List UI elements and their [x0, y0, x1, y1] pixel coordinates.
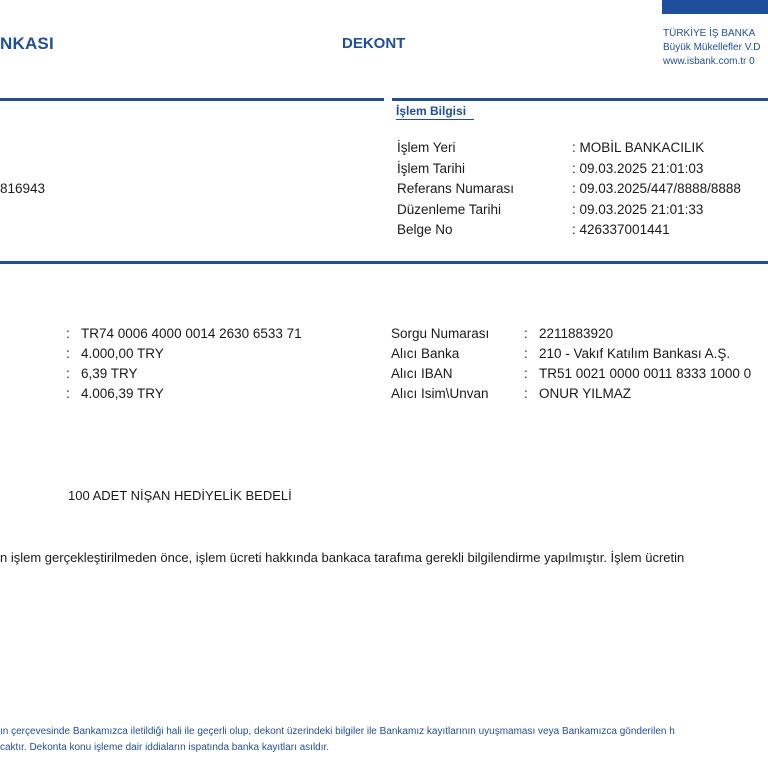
- fee-disclaimer: n işlem gerçekleştirilmeden önce, işlem ücreti hakkında bankaca tarafıma gerekli bilgilendirme yapılmıştır. İşlem ücretin: [0, 550, 685, 565]
- bank-name: NKASI: [0, 34, 54, 53]
- transaction-description: 100 ADET NİŞAN HEDİYELİK BEDELİ: [68, 488, 292, 503]
- label-alici-isim-unvan: Alıcı Isim\Unvan: [391, 386, 489, 401]
- account-number-partial: 816943: [0, 181, 46, 196]
- corporate-name: TÜRKİYE İŞ BANKA: [663, 28, 756, 39]
- label-sorgu-numarasi: Sorgu Numarası: [391, 326, 490, 341]
- label-alici-banka: Alıcı Banka: [391, 346, 460, 361]
- value-total: 4.006,39 TRY: [81, 386, 164, 401]
- header-accent-bar: [662, 0, 768, 14]
- colon: :: [524, 366, 528, 381]
- colon: :: [66, 326, 70, 341]
- value-duzenleme-tarihi: : 09.03.2025 21:01:33: [572, 202, 704, 217]
- colon: :: [524, 386, 528, 401]
- label-islem-tarihi: İşlem Tarihi: [397, 161, 466, 176]
- label-belge-no: Belge No: [397, 222, 453, 237]
- document-title: DEKONT: [342, 35, 406, 52]
- colon: :: [66, 346, 70, 361]
- section-title-underline: [396, 119, 474, 120]
- value-sender-iban: TR74 0006 4000 0014 2630 6533 71: [81, 326, 302, 341]
- footer-legal-line-2: caktır. Dekonta konu işleme dair iddiaların ispatında banka kayıtları asıldır.: [0, 742, 330, 753]
- bank-website: www.isbank.com.tr 0: [663, 56, 755, 67]
- value-alici-banka: 210 - Vakıf Katılım Bankası A.Ş.: [539, 346, 731, 361]
- header-divider-right: [392, 98, 768, 101]
- label-duzenleme-tarihi: Düzenleme Tarihi: [397, 202, 502, 217]
- label-alici-iban: Alıcı IBAN: [391, 366, 453, 381]
- value-alici-iban: TR51 0021 0000 0011 8333 1000 0: [539, 366, 752, 381]
- value-fee: 6,39 TRY: [81, 366, 138, 381]
- value-islem-tarihi: : 09.03.2025 21:01:03: [572, 161, 704, 176]
- colon: :: [66, 386, 70, 401]
- value-alici-isim-unvan: ONUR YILMAZ: [539, 386, 632, 401]
- value-sorgu-numarasi: 2211883920: [539, 326, 614, 341]
- section-divider: [0, 261, 768, 264]
- colon: :: [524, 326, 528, 341]
- colon: :: [66, 366, 70, 381]
- footer-legal-line-1: ın çerçevesinde Bankamızca iletildiği hali ile geçerli olup, dekont üzerindeki bilgiler ile Bankamız kayıtlarının uyuşmaması veya Bankamızca gönderilen h: [0, 726, 675, 737]
- value-referans-numarasi: : 09.03.2025/447/8888/8888: [572, 181, 741, 196]
- value-islem-yeri: : MOBİL BANKACILIK: [572, 140, 705, 155]
- value-belge-no: : 426337001441: [572, 222, 670, 237]
- tax-office: Büyük Mükellefler V.D: [663, 42, 761, 53]
- value-amount: 4.000,00 TRY: [81, 346, 164, 361]
- colon: :: [524, 346, 528, 361]
- header-divider-left: [0, 98, 384, 101]
- label-referans-numarasi: Referans Numarası: [397, 181, 515, 196]
- section-title-islem-bilgisi: İşlem Bilgisi: [396, 104, 467, 118]
- label-islem-yeri: İşlem Yeri: [397, 140, 456, 155]
